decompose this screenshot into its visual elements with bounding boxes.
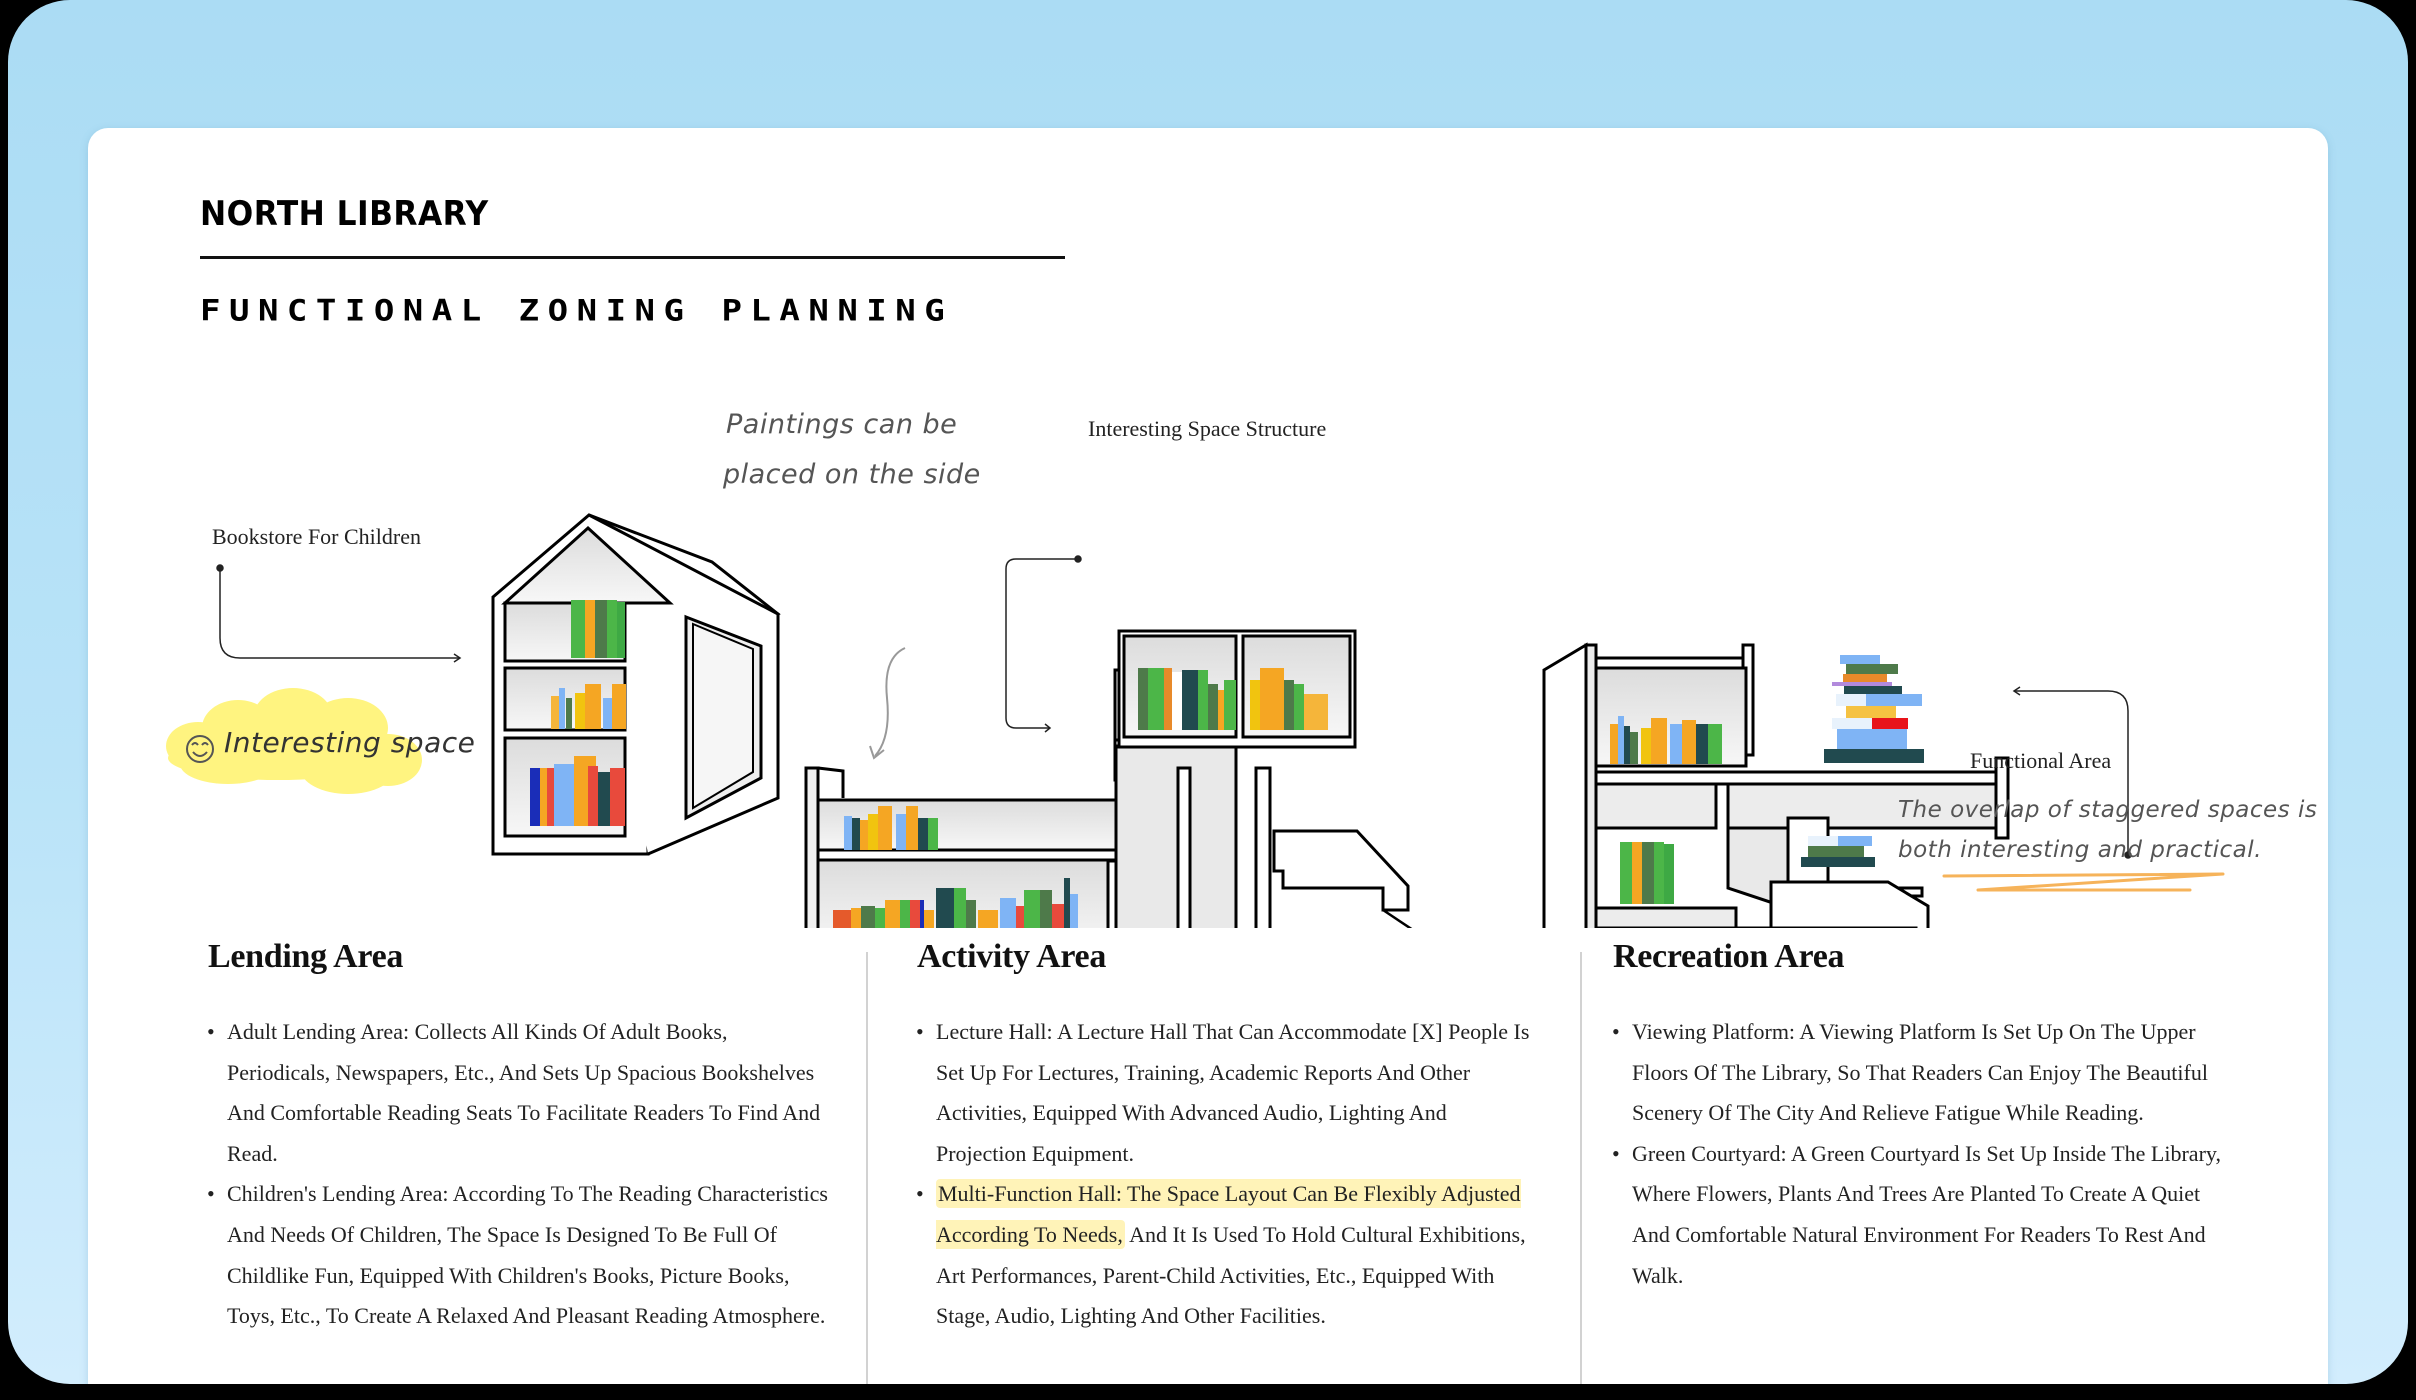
label-bookstore-for-children: Bookstore For Children [212, 524, 421, 549]
list-item: • Adult Lending Area: Collects All Kinds Of Adult Books, Periodicals, Newspapers, Etc., And Sets Up Spacious Bookshelves And Comfortable Reading Seats To Facilitate Readers To Find And Read. [227, 1012, 828, 1174]
label-functional-area: Functional Area [1970, 748, 2112, 773]
column-divider [866, 952, 868, 1384]
highlighted-text: Multi-Function Hall: The Space Layout Can Be Flexibly Adjusted According To Needs, [936, 1181, 1521, 1247]
list-item [936, 1174, 1537, 1336]
structure-leader [1006, 556, 1081, 732]
note-overlap-line1: The overlap of staggered spaces is [1898, 797, 2318, 823]
list-item-text: And It Is Used To Hold Cultural Exhibitions, Art Performances, Parent-Child Activities, Etc., Equipped With Stage, Audio, Lighting And Other Facilities. [936, 1221, 1526, 1329]
content-card [88, 128, 2328, 1384]
note-paintings-line1: Paintings can be [726, 409, 958, 440]
section-heading: Activity Area [917, 938, 1107, 975]
section-list [1613, 1012, 2233, 1296]
bookstore-leader [217, 565, 460, 662]
note-interesting-space: Interesting space [224, 726, 476, 759]
section-list [208, 1012, 828, 1337]
underline-scribble [1944, 874, 2223, 890]
section-heading: Lending Area [208, 938, 404, 975]
page-title: NORTH LIBRARY [200, 194, 489, 234]
paintings-arrow [870, 648, 905, 758]
note-paintings-line2: placed on the side [723, 459, 981, 490]
list-item: • Children's Lending Area: According To The Reading Characteristics And Needs Of Children, The Space Is Designed To Be Full Of Childlike Fun, Equipped With Children's Books, Picture Books, Toys, Etc., To Create A Relaxed And Pleasant Reading Atmosphere. [227, 1174, 828, 1336]
list-item: • Viewing Platform: A Viewing Platform Is Set Up On The Upper Floors Of The Library, So That Readers Can Enjoy The Beautiful Scenery Of The City And Relieve Fatigue While Reading. [1632, 1012, 2233, 1134]
column-divider [1580, 952, 1582, 1384]
section-heading: Recreation Area [1613, 938, 1845, 975]
list-item: • Green Courtyard: A Green Courtyard Is Set Up Inside The Library, Where Flowers, Plants And Trees Are Planted To Create A Quiet And Comfortable Natural Environment For Readers To Rest And Walk. [1632, 1134, 2233, 1296]
step-platform [1274, 831, 1428, 928]
library-illustration [88, 128, 2328, 928]
background-frame [8, 0, 2408, 1384]
section-list [917, 1012, 1537, 1337]
staggered-structure [1544, 645, 2008, 928]
section-recreation-area [1613, 938, 2233, 1296]
section-lending-area [208, 938, 828, 1337]
list-item: • Lecture Hall: A Lecture Hall That Can Accommodate [X] People Is Set Up For Lectures, Training, Academic Reports And Other Activities, Equipped With Advanced Audio, Lighting And Projection Equipment. [936, 1012, 1537, 1174]
note-overlap-line2: both interesting and practical. [1898, 837, 2262, 863]
section-activity-area [917, 938, 1537, 1337]
page-subtitle: FUNCTIONAL ZONING PLANNING [200, 294, 954, 328]
label-interesting-space-structure: Interesting Space Structure [1088, 416, 1327, 441]
